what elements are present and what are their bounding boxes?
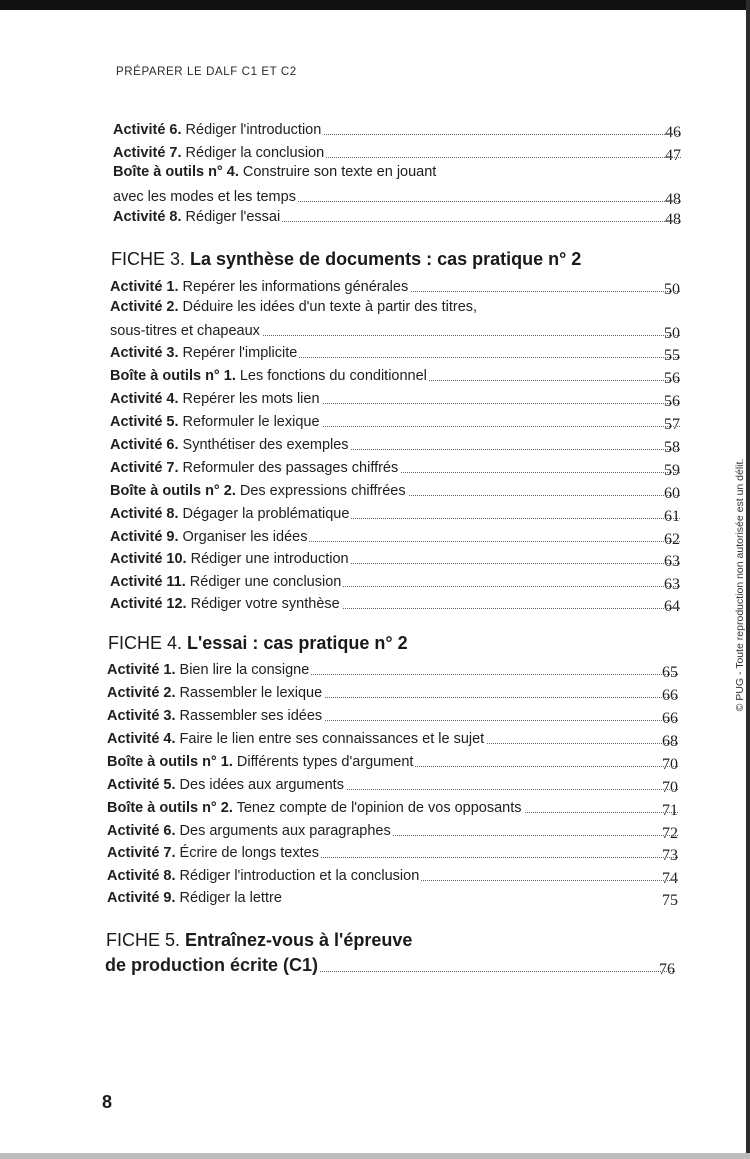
page-number: 46 xyxy=(665,124,681,141)
entry-title: Rédiger une conclusion xyxy=(185,574,342,590)
page-number: 63 xyxy=(664,576,680,593)
entry-title: Des arguments aux paragraphes xyxy=(175,823,391,839)
toc-entry xyxy=(107,705,678,725)
entry-label: Activité 8. xyxy=(110,506,179,522)
entry-label: Boîte à outils n° 2. xyxy=(107,800,233,816)
toc-entry xyxy=(113,206,681,226)
entry-title: Rédiger la conclusion xyxy=(181,145,325,161)
page-number: 47 xyxy=(665,147,681,164)
toc-entry xyxy=(110,276,680,296)
page-number: 70 xyxy=(662,756,678,773)
toc-entry-first-line xyxy=(110,298,477,316)
section-prefix: FICHE 5. xyxy=(106,930,186,950)
toc-entry xyxy=(110,388,680,408)
page-number: 57 xyxy=(664,416,680,433)
entry-label: Activité 7. xyxy=(107,845,176,861)
entry-title-continued: avec les modes et les temps xyxy=(113,189,296,205)
entry-label: Activité 3. xyxy=(107,708,176,724)
entry-label: Activité 6. xyxy=(110,437,179,453)
toc-entry-first-line xyxy=(113,163,436,181)
entry-label: Activité 8. xyxy=(113,209,182,225)
entry-label: Activité 12. xyxy=(110,596,187,612)
entry-title: Tenez compte de l'opinion de vos opposants xyxy=(232,800,522,816)
toc-entry xyxy=(113,142,681,162)
entry-label: Activité 5. xyxy=(107,777,176,793)
entry-title: Repérer les mots lien xyxy=(178,391,320,407)
entry-label: Activité 10. xyxy=(110,551,187,567)
entry-label: Boîte à outils n° 1. xyxy=(110,368,236,384)
page-number: 50 xyxy=(664,325,680,342)
entry-title: Rédiger l'introduction xyxy=(181,122,322,138)
toc-entry xyxy=(113,186,681,206)
entry-title: Bien lire la consigne xyxy=(175,662,310,678)
toc-entry xyxy=(107,865,678,885)
toc-entry xyxy=(110,548,680,568)
toc-entry xyxy=(105,952,675,976)
page-number: 48 xyxy=(665,191,681,208)
entry-label: Activité 4. xyxy=(110,391,179,407)
toc-entry xyxy=(110,434,680,454)
page-number: 76 xyxy=(659,961,675,978)
entry-label: Activité 1. xyxy=(107,662,176,678)
toc-entry xyxy=(113,119,681,139)
toc-entry xyxy=(107,728,678,748)
running-header: PRÉPARER LE DALF C1 ET C2 xyxy=(116,66,297,78)
page-number: 66 xyxy=(662,687,678,704)
section-title-continued: de production écrite (C1) xyxy=(105,955,319,975)
toc-entry xyxy=(107,751,678,771)
section-prefix: FICHE 3. xyxy=(111,249,191,269)
toc-entry xyxy=(107,887,678,907)
section-heading-fiche-4 xyxy=(108,632,408,654)
entry-title: Rassembler ses idées xyxy=(175,708,323,724)
entry-title: Organiser les idées xyxy=(178,529,308,545)
entry-label: Activité 2. xyxy=(110,299,179,315)
entry-label: Activité 8. xyxy=(107,868,176,884)
page-number: 72 xyxy=(662,825,678,842)
toc-entry xyxy=(110,411,680,431)
page-number: 65 xyxy=(662,664,678,681)
page-number: 56 xyxy=(664,393,680,410)
toc-entry xyxy=(110,503,680,523)
toc-entry xyxy=(107,774,678,794)
page-number: 63 xyxy=(664,553,680,570)
entry-label: Activité 6. xyxy=(113,122,182,138)
entry-title: Rédiger la lettre xyxy=(175,890,282,906)
toc-entry xyxy=(107,842,678,862)
page-number: 48 xyxy=(665,211,681,228)
entry-title: Écrire de longs textes xyxy=(175,845,319,861)
entry-title: Reformuler des passages chiffrés xyxy=(178,460,399,476)
entry-title: Rassembler le lexique xyxy=(175,685,323,701)
page-number: 70 xyxy=(662,779,678,796)
toc-entry xyxy=(107,820,678,840)
right-scan-border xyxy=(746,0,750,1159)
toc-entry xyxy=(107,659,678,679)
section-prefix: FICHE 4. xyxy=(108,633,188,653)
toc-entry xyxy=(110,365,680,385)
page-number: 61 xyxy=(664,508,680,525)
entry-title: Rédiger une introduction xyxy=(186,551,349,567)
top-scan-border xyxy=(0,0,750,10)
entry-label: Boîte à outils n° 1. xyxy=(107,754,233,770)
section-title: La synthèse de documents : cas pratique n° 2 xyxy=(190,249,582,269)
entry-label: Activité 5. xyxy=(110,414,179,430)
entry-label: Activité 7. xyxy=(110,460,179,476)
toc-entry xyxy=(107,682,678,702)
entry-label: Activité 9. xyxy=(107,890,176,906)
entry-label: Activité 11. xyxy=(110,574,186,590)
entry-label: Activité 4. xyxy=(107,731,176,747)
page-number: 73 xyxy=(662,847,678,864)
entry-title: Reformuler le lexique xyxy=(178,414,320,430)
entry-title: Synthétiser des exemples xyxy=(178,437,349,453)
entry-title: Rédiger l'introduction et la conclusion xyxy=(175,868,420,884)
section-title: L'essai : cas pratique n° 2 xyxy=(187,633,408,653)
section-title: Entraînez-vous à l'épreuve xyxy=(185,930,413,950)
page-number: 56 xyxy=(664,370,680,387)
entry-label: Activité 2. xyxy=(107,685,176,701)
page-number: 64 xyxy=(664,598,680,615)
page-number: 58 xyxy=(664,439,680,456)
entry-label: Boîte à outils n° 4. xyxy=(113,164,239,180)
bottom-scan-border xyxy=(0,1153,750,1159)
entry-title-continued: sous-titres et chapeaux xyxy=(110,323,260,339)
section-heading-fiche-3 xyxy=(111,248,581,270)
toc-entry xyxy=(110,320,680,340)
toc-entry xyxy=(110,526,680,546)
entry-title: Des expressions chiffrées xyxy=(235,483,406,499)
entry-label: Activité 6. xyxy=(107,823,176,839)
page-number: 75 xyxy=(662,892,678,909)
entry-title: Rédiger l'essai xyxy=(181,209,281,225)
page-number: 68 xyxy=(662,733,678,750)
entry-title: Construire son texte en jouant xyxy=(238,164,437,180)
page-number: 59 xyxy=(664,462,680,479)
entry-title: Des idées aux arguments xyxy=(175,777,344,793)
entry-title: Repérer l'implicite xyxy=(178,345,298,361)
entry-label: Activité 3. xyxy=(110,345,179,361)
toc-entry xyxy=(107,797,678,817)
page-number: 74 xyxy=(662,870,678,887)
entry-title: Les fonctions du conditionnel xyxy=(235,368,427,384)
copyright-side-note: © PUG - Toute reproduction non autorisée est un délit. xyxy=(734,458,746,712)
entry-label: Boîte à outils n° 2. xyxy=(110,483,236,499)
section-heading-fiche-5 xyxy=(106,929,412,951)
entry-title: Différents types d'argument xyxy=(232,754,414,770)
entry-title: Repérer les informations générales xyxy=(178,279,409,295)
toc-entry xyxy=(110,457,680,477)
entry-label: Activité 9. xyxy=(110,529,179,545)
toc-entry xyxy=(110,480,680,500)
entry-label: Activité 7. xyxy=(113,145,182,161)
page-number: 60 xyxy=(664,485,680,502)
toc-entry xyxy=(110,593,680,613)
page-number: 50 xyxy=(664,281,680,298)
entry-title: Dégager la problématique xyxy=(178,506,350,522)
page-folio: 8 xyxy=(102,1092,113,1112)
entry-label: Activité 1. xyxy=(110,279,179,295)
entry-title: Déduire les idées d'un texte à partir des titres, xyxy=(178,299,478,315)
entry-title: Rédiger votre synthèse xyxy=(186,596,340,612)
page-number: 71 xyxy=(662,802,678,819)
toc-entry xyxy=(110,342,680,362)
page-number: 55 xyxy=(664,347,680,364)
toc-entry xyxy=(110,571,680,591)
entry-title: Faire le lien entre ses connaissances et le sujet xyxy=(175,731,485,747)
page-number: 62 xyxy=(664,531,680,548)
page-number: 66 xyxy=(662,710,678,727)
